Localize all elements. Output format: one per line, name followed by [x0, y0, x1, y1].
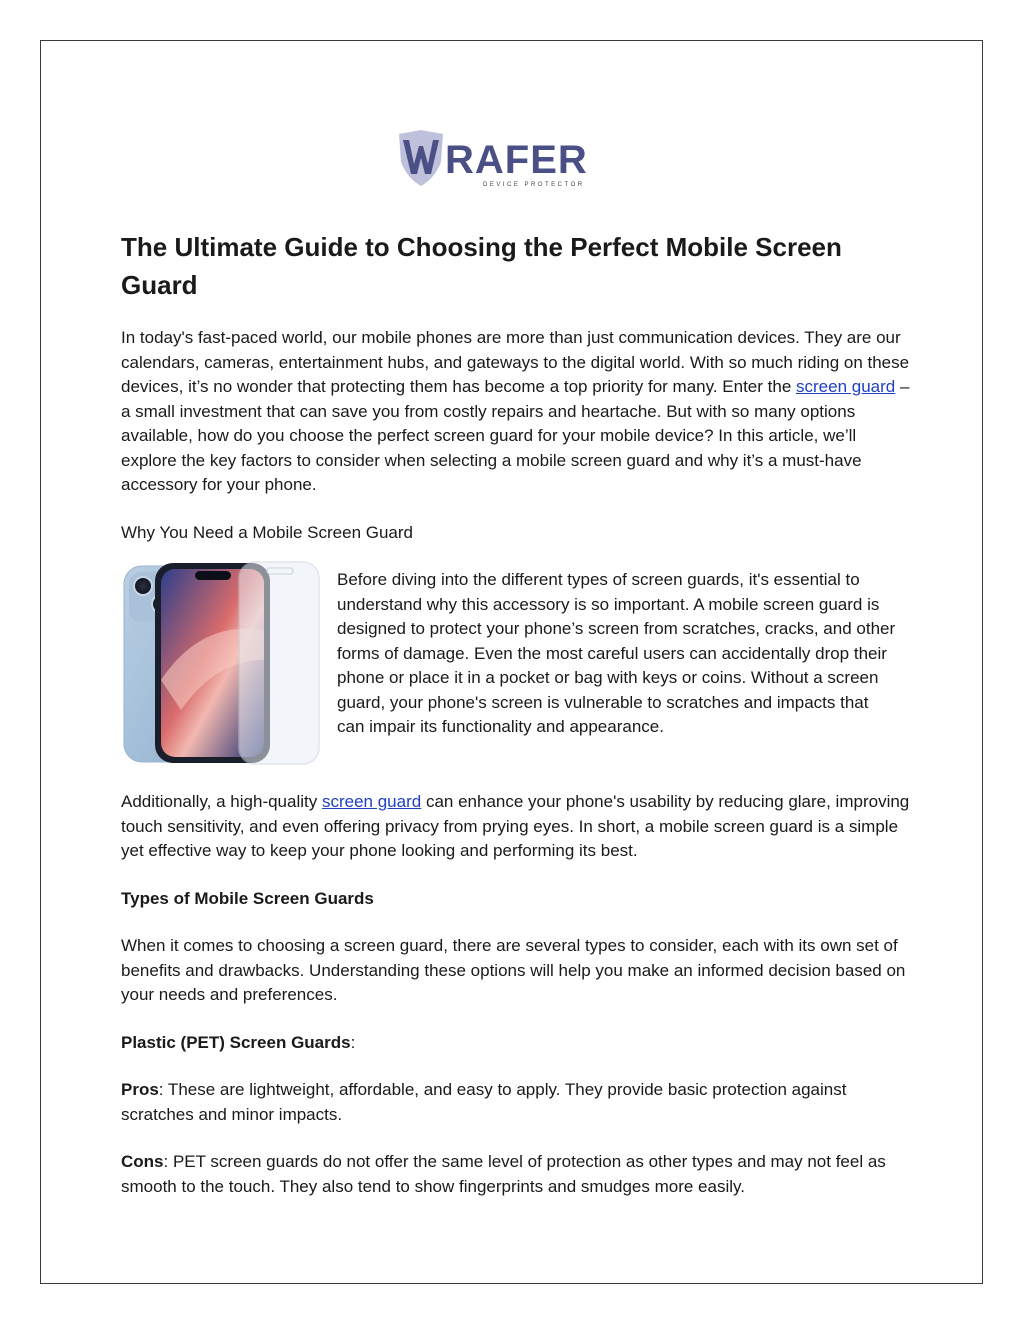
screen-guard-link[interactable]: screen guard — [796, 377, 896, 396]
why-heading: Why You Need a Mobile Screen Guard — [121, 522, 414, 542]
cons-label: Cons — [121, 1152, 164, 1171]
logo-subtitle: DEVICE PROTECTOR — [483, 182, 585, 188]
intro-paragraph: In today's fast-paced world, our mobile phones are more than just communication devices. They are our calendars, cameras, entertainment hubs, and gateways to the digital world. With so much riding on these devices, it’s no wonder that protecting them has become a top priority for many. Enter the screen guard – a small investment that can save you from costly repairs and heartache. But with so many options available, how do you choose the perfect screen guard for your mobile device? In this article, we’ll explore the key factors to consider when selecting a mobile screen guard and why it’s a must-have accessory for your phone. — [121, 328, 910, 494]
wrafer-logo — [395, 126, 601, 190]
additionally-paragraph: Additionally, a high-quality screen guard can enhance your phone's usability by reducing glare, improving touch sensitivity, and even offering privacy from prying eyes. In short, a mobile screen guard is a simple yet effective way to keep your phone looking and performing its best. — [121, 792, 910, 860]
article — [121, 228, 911, 1222]
page-title: The Ultimate Guide to Choosing the Perfect Mobile Screen Guard — [121, 232, 842, 300]
pros-label: Pros — [121, 1080, 159, 1099]
screen-guard-link-2[interactable]: screen guard — [321, 792, 422, 811]
phone-screen-guard-image — [121, 560, 321, 767]
shield-w-icon — [399, 130, 443, 186]
why-paragraph: Before diving into the different types of screen guards, it's essential to understand why this accessory is so important. A mobile screen guard is designed to protect your phone’s screen from scratches, cracks, and other forms of damage. Even the most careful users can accidentally drop their phone or place it in a pocket or bag with keys or coins. Without a screen guard, your phone's screen is vulnerable to scratches and impacts that can impair its functionality and appearance. — [337, 570, 896, 736]
plastic-heading: Plastic (PET) Screen Guards: — [121, 1032, 356, 1052]
cons-paragraph: Cons: PET screen guards do not offer the same level of protection as other types and may not feel as smooth to the touch. They also tend to show fingerprints and smudges more easily. — [121, 1152, 886, 1196]
logo-wordmark: RAFER — [445, 138, 588, 182]
types-paragraph: When it comes to choosing a screen guard, there are several types to consider, each with its own set of benefits and drawbacks. Understanding these options will help you make an informed decision based on your needs and preferences. — [121, 936, 906, 1004]
types-heading: Types of Mobile Screen Guards — [121, 888, 374, 908]
why-section — [121, 568, 911, 767]
pros-paragraph: Pros: These are lightweight, affordable, and easy to apply. They provide basic protection against scratches and minor impacts. — [121, 1080, 847, 1124]
